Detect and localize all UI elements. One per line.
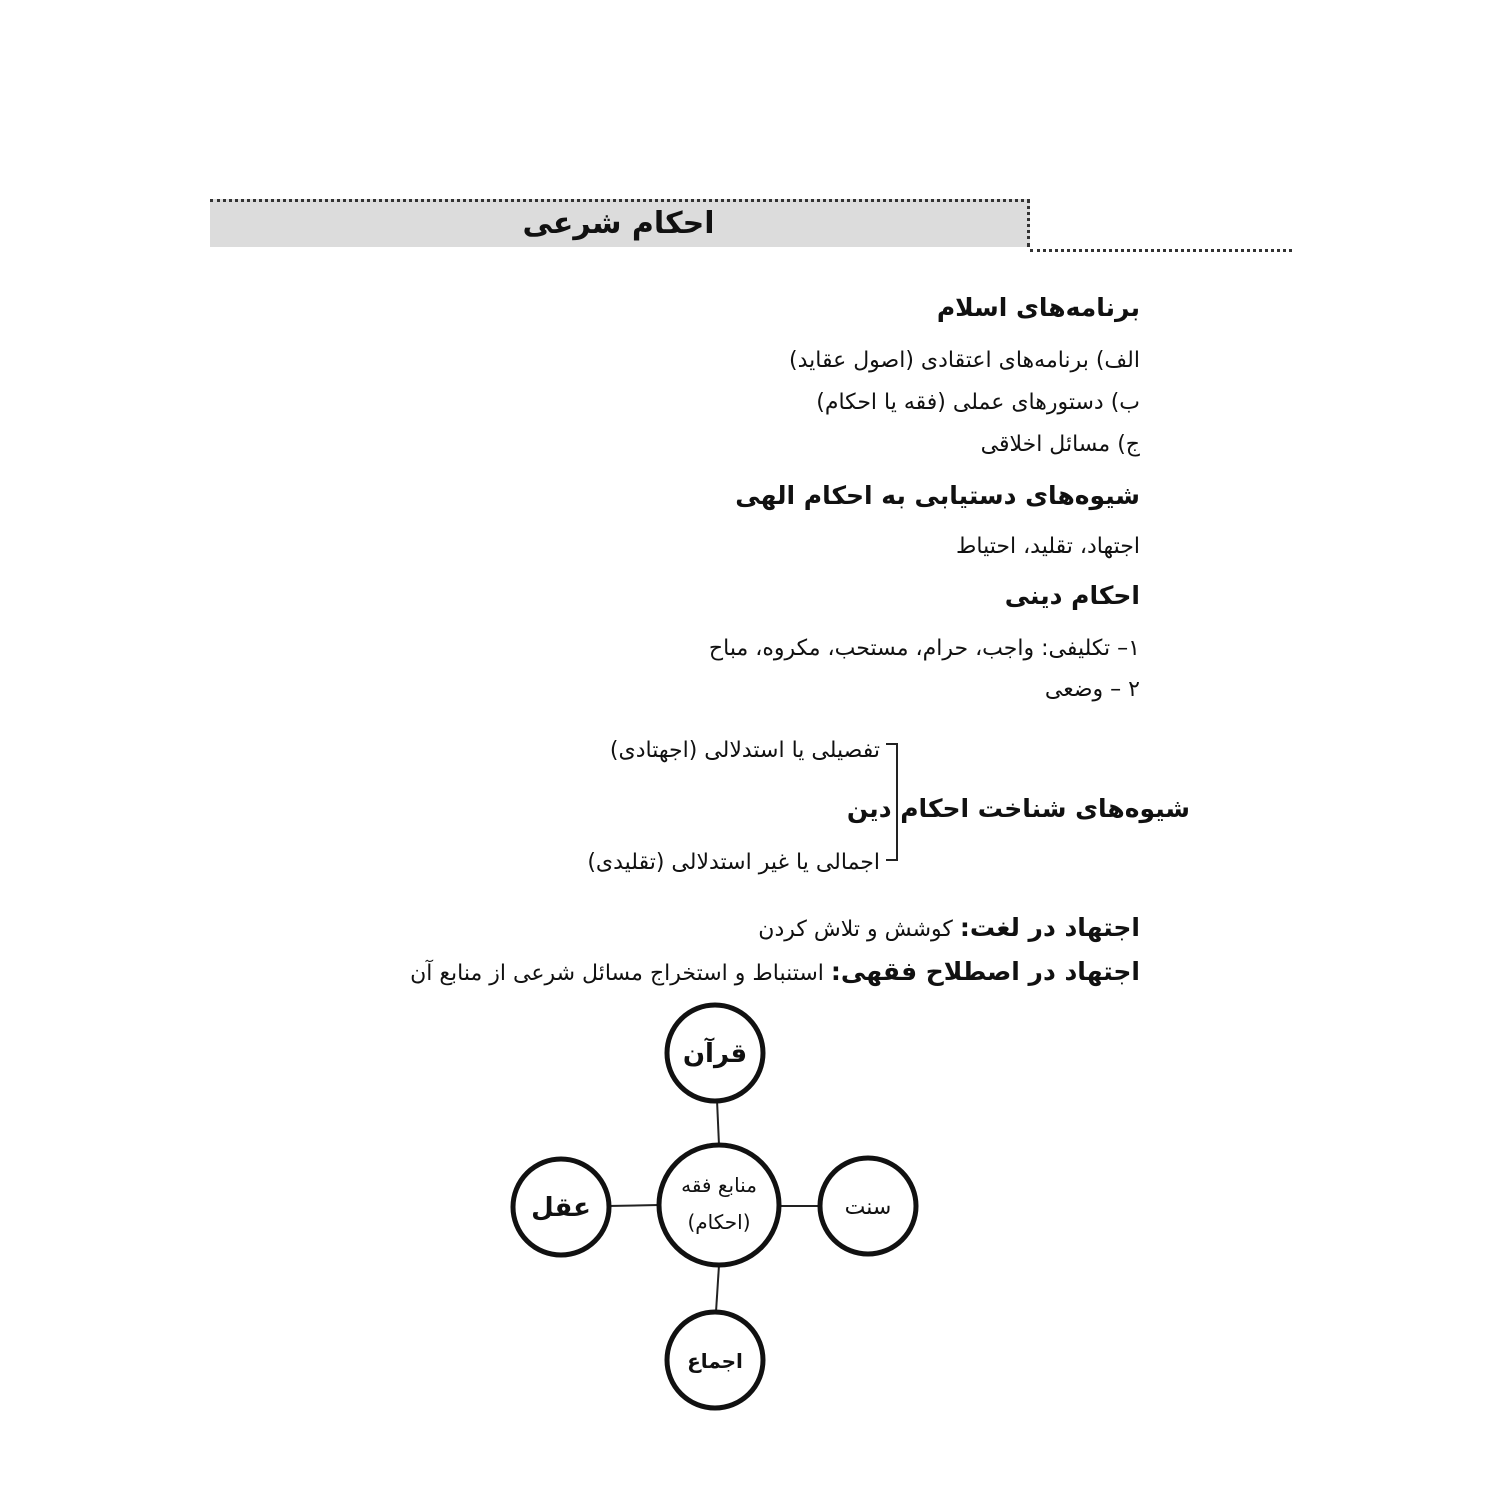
section-heading-islam-programs: برنامه‌های اسلام — [936, 293, 1140, 322]
node-quran-label: قرآن — [682, 1039, 748, 1069]
node-center — [659, 1145, 779, 1265]
list-item: ۱– تکلیفی: واجب، حرام، مستحب، مکروه، مباح — [708, 636, 1140, 661]
node-sunnah-label: سنت — [844, 1195, 892, 1220]
methods-label: شیوه‌های شناخت احکام دین — [846, 794, 1190, 823]
list-item: ۲ – وضعی — [1044, 677, 1140, 702]
definition-text: استنباط و استخراج مسائل شرعی از منابع آن — [410, 961, 831, 986]
list-item: ج) مسائل اخلاقی — [980, 432, 1140, 457]
connector-line — [716, 1265, 719, 1312]
node-center-label-line1: منابع فقه — [681, 1173, 757, 1197]
connector-line — [608, 1205, 659, 1206]
page-title: احکام شرعی — [522, 206, 715, 241]
connector-line — [717, 1100, 719, 1145]
definition-term: اجتهاد در لغت: — [959, 913, 1140, 942]
list-item: الف) برنامه‌های اعتقادی (اصول عقاید) — [788, 348, 1140, 373]
section-text: اجتهاد، تقلید، احتیاط — [956, 534, 1140, 559]
section-heading-religious-rulings: احکام دینی — [1004, 581, 1140, 610]
node-ijma-label: اجماع — [687, 1349, 743, 1373]
list-item: ب) دستورهای عملی (فقه یا احکام) — [816, 390, 1140, 415]
method-detailed: تفصیلی یا استدلالی (اجهتادی) — [609, 738, 880, 763]
definition-term: اجتهاد در اصطلاح فقهی: — [830, 957, 1140, 986]
method-general: اجمالی یا غیر استدلالی (تقلیدی) — [587, 850, 880, 875]
definition-text: کوشش و تلاش کردن — [758, 917, 960, 942]
section-heading-access-methods: شیوه‌های دستیابی به احکام الهی — [735, 481, 1140, 510]
node-aql-label: عقل — [531, 1193, 591, 1223]
node-center-label-line2: (احکام) — [687, 1210, 751, 1234]
